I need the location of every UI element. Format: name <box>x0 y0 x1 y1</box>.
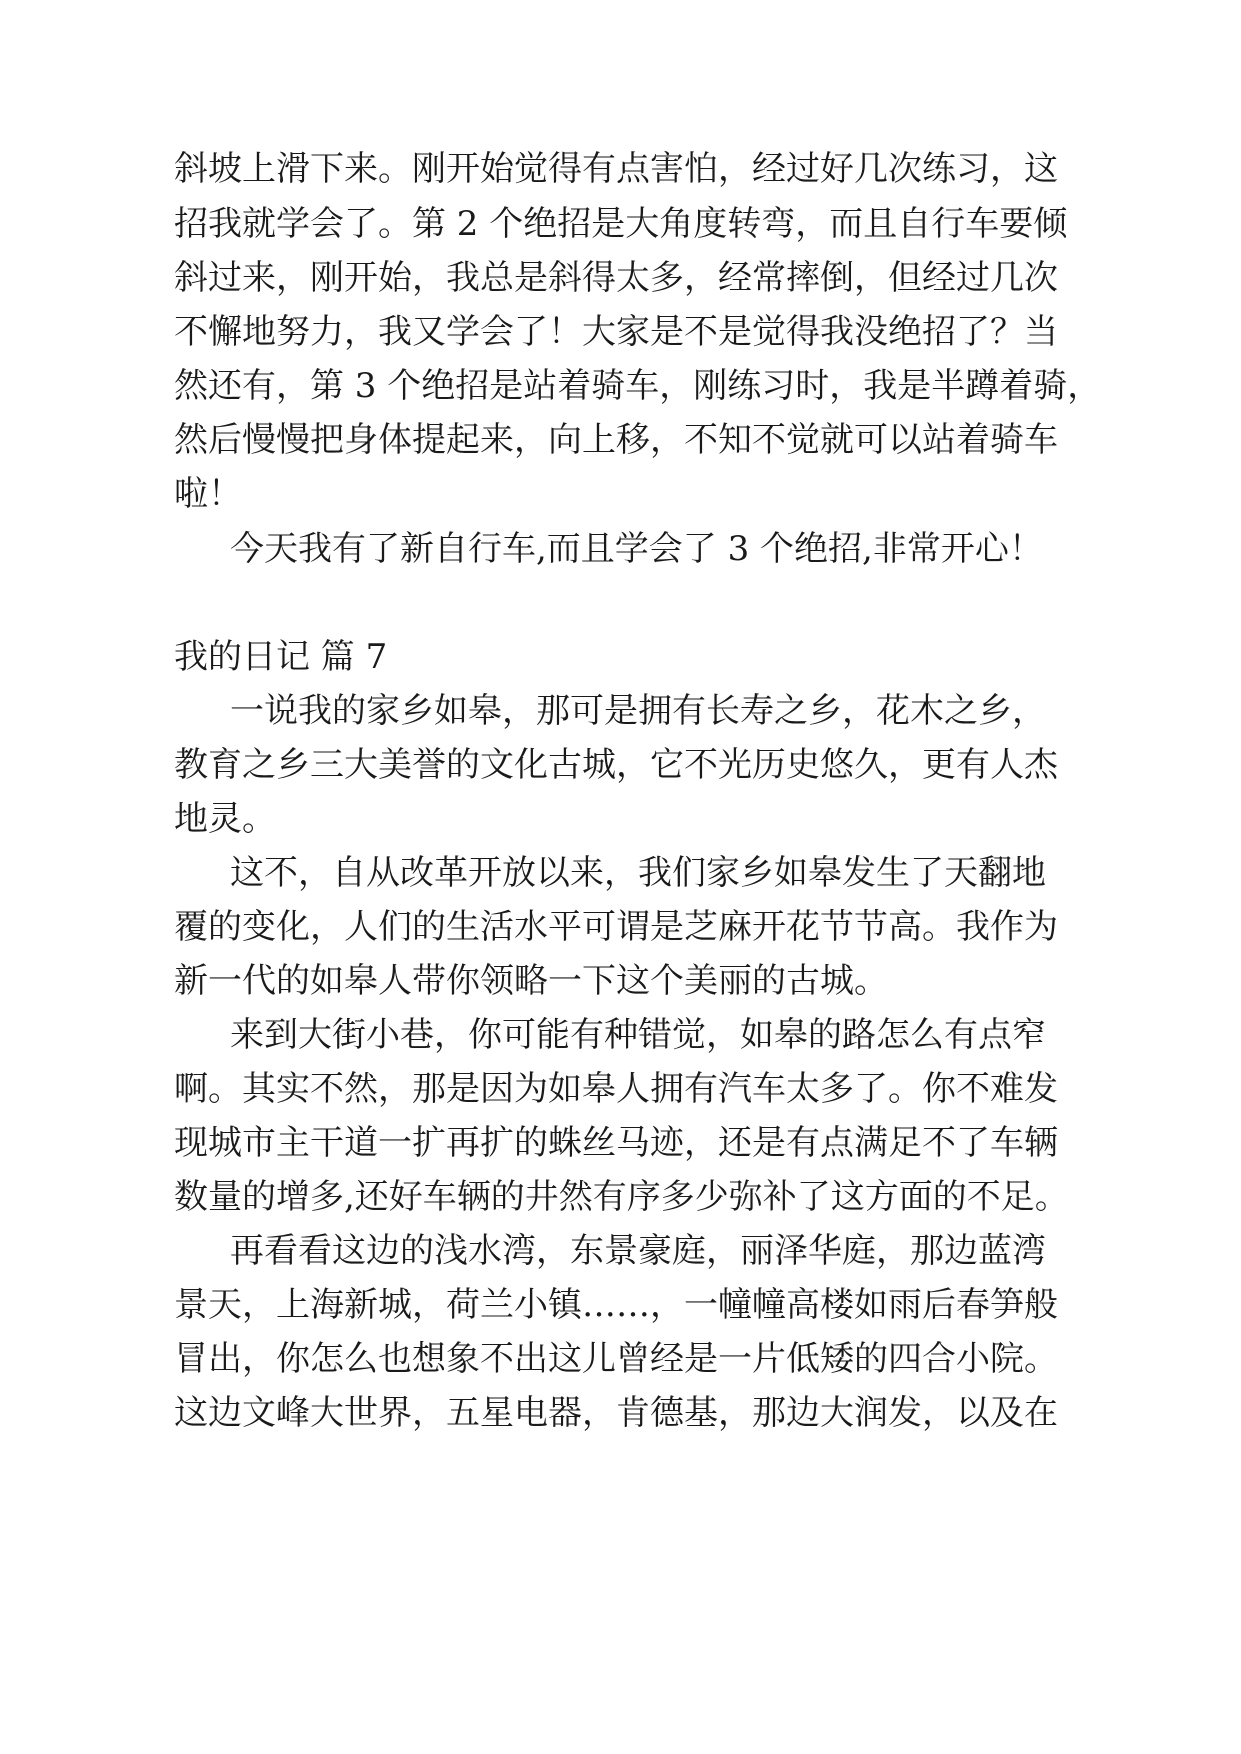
text-line: 覆的变化，人们的生活水平可谓是芝麻开花节节高。我作为 <box>174 907 1058 947</box>
text-line: 再看看这边的浅水湾，东景豪庭，丽泽华庭，那边蓝湾 <box>230 1231 1046 1271</box>
text-line: 然还有，第 3 个绝招是站着骑车，刚练习时，我是半蹲着骑， <box>174 366 1102 406</box>
text-line: 啦！ <box>174 474 242 514</box>
text-line: 景天，上海新城，荷兰小镇……，一幢幢高楼如雨后春笋般 <box>174 1285 1058 1325</box>
text-line: 今天我有了新自行车,而且学会了 3 个绝招,非常开心！ <box>230 529 1043 569</box>
text-line: 教育之乡三大美誉的文化古城，它不光历史悠久，更有人杰 <box>174 745 1058 785</box>
section-heading: 我的日记 篇 7 <box>174 637 388 677</box>
text-line: 这边文峰大世界，五星电器，肯德基，那边大润发，以及在 <box>174 1393 1058 1433</box>
text-line: 然后慢慢把身体提起来，向上移，不知不觉就可以站着骑车 <box>174 420 1058 460</box>
text-line: 现城市主干道一扩再扩的蛛丝马迹，还是有点满足不了车辆 <box>174 1123 1058 1163</box>
text-line: 不懈地努力，我又学会了！大家是不是觉得我没绝招了？当 <box>174 312 1058 352</box>
text-line: 招我就学会了。第 2 个绝招是大角度转弯，而且自行车要倾 <box>174 204 1068 244</box>
text-line: 新一代的如皋人带你领略一下这个美丽的古城。 <box>174 961 888 1001</box>
text-line: 数量的增多,还好车辆的井然有序多少弥补了这方面的不足。 <box>174 1177 1069 1217</box>
text-line: 啊。其实不然，那是因为如皋人拥有汽车太多了。你不难发 <box>174 1069 1058 1109</box>
text-line: 冒出，你怎么也想象不出这儿曾经是一片低矮的四合小院。 <box>174 1339 1058 1379</box>
text-line: 斜过来，刚开始，我总是斜得太多，经常摔倒，但经过几次 <box>174 258 1058 298</box>
text-line: 地灵。 <box>174 799 276 839</box>
text-line: 这不，自从改革开放以来，我们家乡如皋发生了天翻地 <box>230 853 1046 893</box>
text-line: 一说我的家乡如皋，那可是拥有长寿之乡，花木之乡， <box>230 691 1046 731</box>
text-line: 斜坡上滑下来。刚开始觉得有点害怕，经过好几次练习，这 <box>174 149 1058 189</box>
text-line: 来到大街小巷，你可能有种错觉，如皋的路怎么有点窄 <box>230 1015 1046 1055</box>
